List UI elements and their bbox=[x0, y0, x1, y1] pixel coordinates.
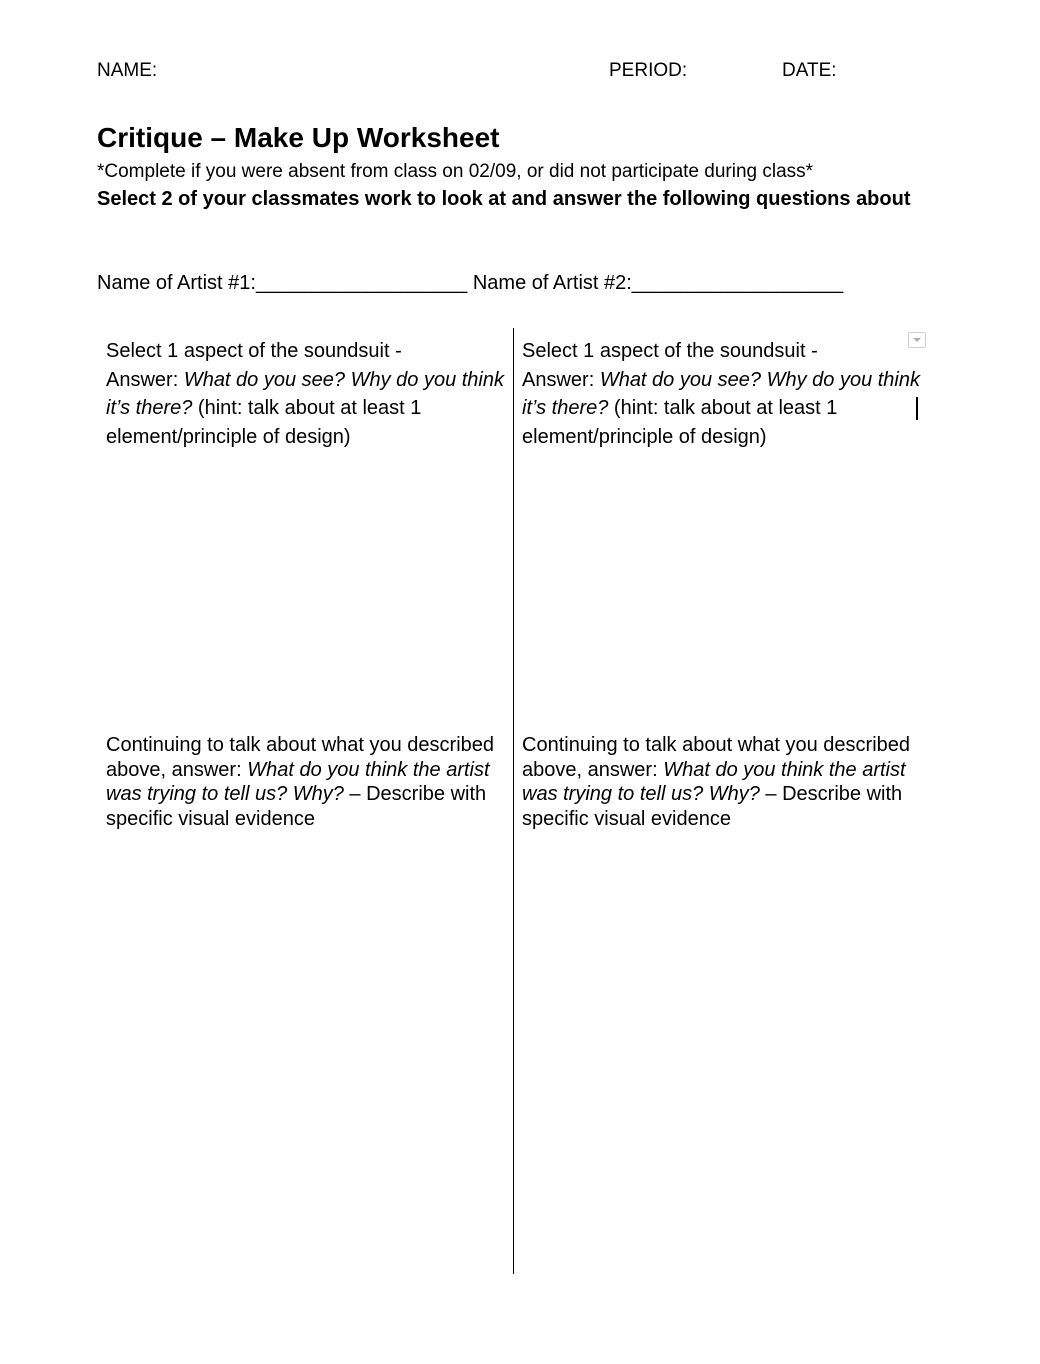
prompt-lead: Continuing to talk about what you described above, answer: bbox=[106, 734, 495, 781]
prompt-line1: Select 1 aspect of the soundsuit - bbox=[522, 340, 818, 362]
absence-note: *Complete if you were absent from class on 02/09, or did not participate during class* bbox=[97, 161, 814, 182]
column-divider bbox=[513, 328, 514, 1274]
prompt-line1: Select 1 aspect of the soundsuit - bbox=[106, 340, 402, 362]
prompt-question: What do you see? Why do you think it’s there? bbox=[106, 368, 504, 419]
prompt-see-artist2[interactable] bbox=[522, 337, 922, 451]
prompt-question: What do you think the artist was trying to tell us? Why? bbox=[106, 758, 490, 805]
prompt-meaning-artist1[interactable] bbox=[106, 733, 508, 831]
text-cursor bbox=[916, 397, 918, 420]
prompt-hint: (hint: talk about at least 1 element/principle of design) bbox=[106, 397, 422, 448]
answer-label: Answer: bbox=[106, 368, 184, 391]
prompt-meaning-artist2[interactable] bbox=[522, 733, 924, 831]
name-label: NAME: bbox=[97, 60, 158, 81]
prompt-question: What do you think the artist was trying to tell us? Why? bbox=[522, 758, 906, 805]
prompt-tail: – Describe with specific visual evidence bbox=[106, 783, 487, 830]
prompt-tail: – Describe with specific visual evidence bbox=[522, 783, 903, 830]
answer-label: Answer: bbox=[522, 368, 600, 391]
prompt-hint: (hint: talk about at least 1 element/principle of design) bbox=[522, 397, 838, 448]
date-label: DATE: bbox=[782, 60, 837, 81]
instructions: Select 2 of your classmates work to look at and answer the following questions about bbox=[97, 188, 911, 210]
period-label: PERIOD: bbox=[609, 60, 688, 81]
chevron-down-icon[interactable] bbox=[908, 332, 926, 348]
prompt-see-artist1[interactable] bbox=[106, 337, 506, 451]
artist-names-line[interactable]: Name of Artist #1:___________________ Name of Artist #2:___________________ bbox=[97, 272, 844, 294]
worksheet-title: Critique – Make Up Worksheet bbox=[97, 122, 500, 153]
prompt-lead: Continuing to talk about what you described above, answer: bbox=[522, 734, 911, 781]
prompt-question: What do you see? Why do you think it’s there? bbox=[522, 368, 920, 419]
